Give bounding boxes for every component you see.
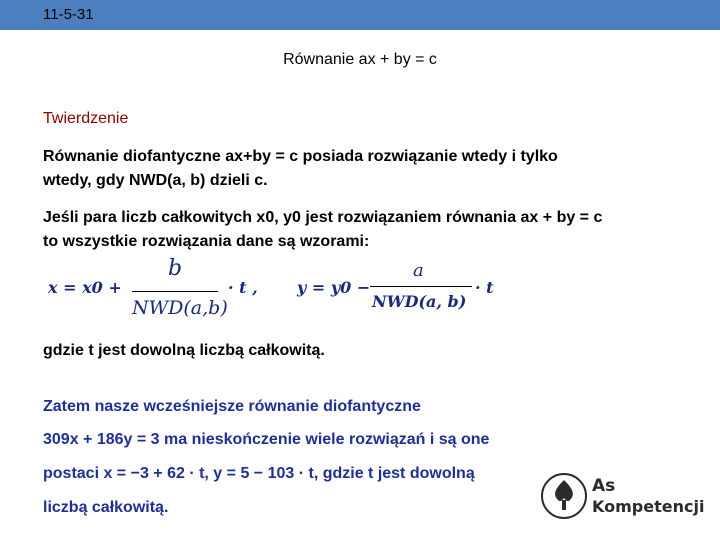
formula-y-lhs: y = y0 − [297,278,371,297]
theorem-line-2: wtedy, gdy NWD(a, b) dzieli c. [43,172,268,189]
formula-y-numerator: a [413,260,424,281]
formula-x-tail: · t , [228,278,258,297]
formula-x-numerator: b [168,256,183,281]
theorem-line-1: Równanie diofantyczne ax+by = c posiada rozwiązanie wtedy i tylko [43,148,558,165]
example-line-2: 309x + 186y = 3 ma nieskończenie wiele rozwiązań i są one [43,431,490,448]
top-bar [0,0,720,30]
solutions-line-2: to wszystkie rozwiązania dane są wzorami: [43,233,370,250]
theorem-text [43,145,558,193]
theorem-heading: Twierdzenie [43,110,129,127]
formula-x-denominator: NWD(a,b) [132,297,228,319]
solutions-line-1: Jeśli para liczb całkowitych x0, y0 jest rozwiązaniem równania ax + by = c [43,209,603,226]
logo-line-2: Kompetencji [592,497,705,516]
where-text: gdzie t jest dowolną liczbą całkowitą. [43,342,325,359]
example-line-4: liczbą całkowitą. [43,499,169,516]
slide-number: 11-5-31 [43,6,94,23]
formula-y-fraction-bar [370,286,472,287]
example-line-1: Zatem nasze wcześniejsze równanie diofantyczne [43,398,421,415]
logo-line-1: As [592,476,616,496]
logo-emblem-icon [538,470,590,522]
slide-title: Równanie ax + by = c [283,51,437,68]
example-line-3: postaci x = −3 + 62 · t, y = 5 − 103 · t, gdzie t jest dowolną [43,465,475,482]
formula-x-fraction-bar [132,291,218,292]
formula-x-lhs: x = x0 + [48,278,122,297]
formula-y-denominator: NWD(a, b) [372,292,467,311]
formula-y-tail: · t [475,278,494,297]
solutions-text [43,206,602,254]
